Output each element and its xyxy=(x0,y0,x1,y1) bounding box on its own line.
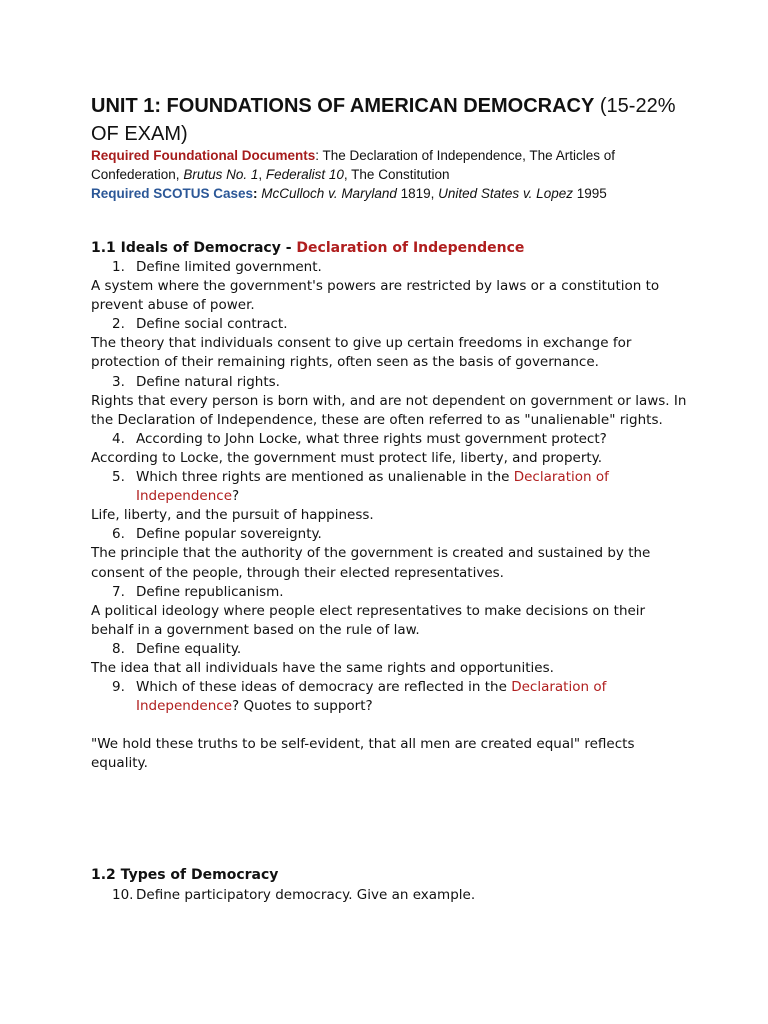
question-text: Define popular sovereignty. xyxy=(136,526,322,543)
question-number: 7. xyxy=(112,583,125,600)
required-documents xyxy=(91,146,691,184)
question-number: 10. xyxy=(112,887,134,903)
question-text: ? xyxy=(232,488,240,505)
question-highlight: Declaration of Independence xyxy=(136,679,607,715)
unit-title-main: UNIT 1: FOUNDATIONS OF AMERICAN DEMOCRACY xyxy=(91,95,595,117)
question-text: Define republicanism. xyxy=(136,583,284,600)
question-text: Define equality. xyxy=(136,640,242,657)
separator: : xyxy=(315,148,323,163)
doc-text: , xyxy=(258,167,266,182)
answer: "We hold these truths to be self-evident, that all men are created equal" reflects equality. xyxy=(91,736,635,772)
answer: Rights that every person is born with, and are not dependent on government or laws. In the Declaration of Independence, these are often referred to as "unalienable" rights. xyxy=(91,392,687,428)
case-mcculloch: McCulloch v. Maryland xyxy=(261,186,397,201)
question-number: 1. xyxy=(112,259,125,275)
question xyxy=(91,315,691,334)
case-lopez: United States v. Lopez xyxy=(438,186,573,201)
required-documents-label: Required Foundational Documents xyxy=(91,148,316,163)
question-number: 6. xyxy=(112,526,125,543)
unit-title xyxy=(91,92,691,148)
doc-federalist: Federalist 10 xyxy=(265,167,344,182)
section-title: 1.1 Ideals of Democracy - xyxy=(91,240,297,256)
doc-text: The Declaration of Independence, The Articles of Confederation, xyxy=(91,148,615,182)
question-text: Define limited government. xyxy=(136,259,322,275)
question xyxy=(91,678,691,716)
answer: A political ideology where people elect representatives to make decisions on their behalf in a government based on the rule of law. xyxy=(91,602,646,638)
question xyxy=(91,468,691,506)
question-text: Define social contract. xyxy=(136,316,288,333)
unit-title-weight: (15-22% OF EXAM) xyxy=(91,95,676,145)
question xyxy=(91,886,691,905)
doc-brutus: Brutus No. 1 xyxy=(183,167,259,182)
answer: The theory that individuals consent to give up certain freedoms in exchange for protection of their remaining rights, often seen as the basis of governance. xyxy=(91,335,632,371)
required-scotus xyxy=(91,184,691,203)
section-1-2-body xyxy=(91,886,691,905)
answer: The principle that the authority of the government is created and sustained by the consent of the people, through their elected representatives. xyxy=(91,545,651,581)
question xyxy=(91,583,691,602)
question-text: Define natural rights. xyxy=(136,373,280,390)
question-highlight: Declaration of Independence xyxy=(136,469,609,505)
separator: : xyxy=(253,186,262,201)
question-text: According to John Locke, what three rights must government protect? xyxy=(136,430,607,447)
question-text: Define participatory democracy. Give an example. xyxy=(136,887,476,903)
section-highlight: Declaration of Independence xyxy=(296,240,525,256)
doc-text: , The Constitution xyxy=(343,167,450,182)
question-number: 9. xyxy=(112,679,125,696)
answer: Life, liberty, and the pursuit of happiness. xyxy=(91,507,374,524)
question-number: 8. xyxy=(112,640,125,657)
question xyxy=(91,525,691,544)
question-number: 3. xyxy=(112,373,125,390)
question-text: ? Quotes to support? xyxy=(232,698,373,715)
answer: According to Locke, the government must protect life, liberty, and property. xyxy=(91,449,603,466)
question-text: Which of these ideas of democracy are reflected in the xyxy=(136,679,512,696)
question-text: Which three rights are mentioned as unalienable in the xyxy=(136,469,514,486)
section-heading-1-2: 1.2 Types of Democracy xyxy=(91,867,279,883)
question xyxy=(91,258,691,277)
question-number: 5. xyxy=(112,469,125,486)
case-year: 1995 xyxy=(572,186,607,201)
section-heading-1-1 xyxy=(91,239,524,258)
answer: A system where the government's powers are restricted by laws or a constitution to prevent abuse of power. xyxy=(91,278,660,314)
case-year: 1819, xyxy=(396,186,439,201)
question xyxy=(91,640,691,659)
question xyxy=(91,430,691,449)
question xyxy=(91,373,691,392)
spacer xyxy=(91,716,691,735)
section-1-1-body xyxy=(91,258,691,774)
question-number: 4. xyxy=(112,430,125,447)
question-number: 2. xyxy=(112,316,125,333)
answer: The idea that all individuals have the same rights and opportunities. xyxy=(91,659,554,676)
required-scotus-label: Required SCOTUS Cases xyxy=(91,186,254,201)
